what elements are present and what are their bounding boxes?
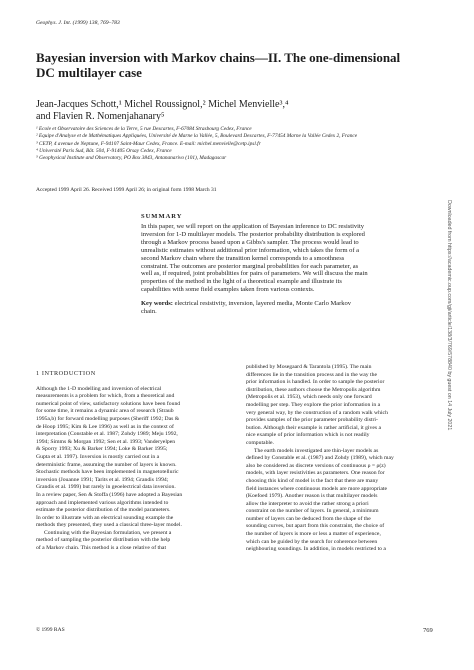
affiliation: ³ CETP, 4 avenue de Neptune, F-94107 Saint-Maur Cedex, France. E-mail: michel.menvielle@cetp.ipsl.fr: [36, 140, 261, 147]
title-line: Bayesian inversion with Markov chains—II. The one-dimensional: [36, 50, 401, 65]
text-line: method of sampling the posterior distribution with the help: [36, 537, 171, 544]
text-line: allow the interpreter to avoid the rather strong a priori: [246, 500, 369, 507]
download-note: Downloaded from https://academic.oup.com/gji/article/138/3/769/578840 by guest on 14 July 2021: [446, 200, 452, 431]
text-line: Continuing with the Bayesian formulation, we present a: [44, 529, 172, 536]
text-line: Stochastic methods have been implemented in magnetotelluric: [36, 469, 179, 476]
paragraph: [246, 448, 439, 554]
text-line: (Metropolis et al. 1953), which needs only one forward: [246, 394, 372, 401]
download-watermark: [446, 200, 462, 500]
text-line: of a Markov chain. This method is a close relative of that: [36, 545, 167, 552]
summary-line: second Markov chain where the transition kernel corresponds to a smoothness: [141, 254, 345, 262]
text-line: also be considered as discrete versions of continuous ρ = ρ(z): [246, 462, 386, 469]
text-line: for some time, it remains a dynamic area of research (Straub: [36, 408, 174, 415]
text-line: constraint on the number of layers. In general, a minimum: [246, 508, 379, 515]
text-line: modelling per step. They explore the prior information in a: [246, 401, 381, 408]
text-line: neighbouring soundings. In addition, in models restricted to a: [246, 546, 386, 553]
text-line: choosing this kind of model is the fact that there are many: [246, 477, 379, 484]
affiliation: ⁴ Université Paris Sud, Bât. 504, F-91405 Orsay Cedex, France: [36, 147, 172, 154]
text-line: 1994; Simms & Morgan 1992; Sen et al. 1993; Vanderyelpen: [36, 438, 176, 445]
summary-line: through a Markov process based upon a Gibbs's sampler. The process would lead to: [141, 238, 359, 246]
keywords-line: chain.: [141, 308, 157, 316]
text-line: measurements is a problem for which, from a theoretical and: [36, 393, 175, 400]
affiliation: ¹ Ecole et Observatoire des Sciences de la Terre, 5 rue Descartes, F-67084 Strasbourg Cedex, France: [36, 126, 252, 132]
keywords-line: electrical resistivity, inversion, layered media, Monte Carlo Markov: [174, 300, 352, 308]
text-line: distribution, these authors choose the Metropolis algorithm: [246, 386, 381, 393]
text-line: Grandis et al. 1999) but rarely in geoelectrical data inversion.: [36, 484, 176, 491]
text-line: field instances where continuous models are more appropriate: [246, 485, 388, 492]
summary-line: unrealistic estimates without additional prior information, which takes the form of a: [141, 246, 360, 254]
journal-volume: (1999) 138, 769–783: [72, 20, 120, 26]
text-line: the number of layers is more or less a matter of experience,: [246, 531, 381, 538]
text-line: nice example of prior information which is not readily: [246, 432, 370, 439]
text-line: numerical point of view, satisfactory solutions have been found: [36, 400, 181, 407]
text-line: inversion (Jouanne 1991; Tarits et al. 1994; Grandis 1994;: [36, 476, 169, 483]
text-line: estimate the posterior distribution of the model parameters.: [36, 507, 171, 514]
journal-reference: [36, 20, 120, 26]
text-line: bution. Although their example is rather artificial, it gives a: [246, 424, 382, 431]
title-line: DC multilayer case: [36, 65, 142, 80]
paragraph: [36, 386, 229, 530]
paragraph: [246, 364, 439, 448]
text-line: 1995a,b) for forward modelling purposes (Sheriff 1992; Das &: [36, 415, 180, 422]
text-line: prior information is handled. In order to sample the posterior: [246, 379, 385, 386]
text-line: computable.: [246, 439, 274, 446]
summary-line: capabilities with some field examples taken from various contexts.: [141, 286, 315, 294]
paper-title: [36, 50, 426, 80]
summary-line: In this paper, we will report on the application of Bayesian inference to DC resistivity: [141, 223, 365, 230]
submission-dates: Accepted 1999 April 26. Received 1999 April 26; in original form 1998 March 31: [36, 187, 217, 193]
keywords: [141, 300, 441, 316]
text-line: sounding curves, but apart from this constraint, the choice of: [246, 523, 385, 530]
text-line: & Sporry 1993; Xu & Barker 1994; Loke & Barker 1995;: [36, 446, 168, 453]
paragraph: [36, 530, 229, 553]
journal-name: Geophys. J. Int.: [36, 20, 72, 26]
text-line: Although the 1-D modelling and inversion of electrical: [36, 385, 162, 392]
summary-line: constraint. The outcomes are posterior marginal probabilities for each parameter, as: [141, 262, 359, 270]
text-line: Gupta et al. 1997). Inversion is mostly carried out in a: [36, 453, 160, 460]
section-heading: 1 INTRODUCTION: [36, 370, 96, 377]
affiliations: [36, 126, 426, 162]
author-list: [36, 99, 426, 123]
page-number: 769: [423, 627, 433, 634]
text-line: approach and implemented various algorithms intended to: [36, 499, 169, 506]
text-line: In a review paper, Sen & Stoffa (1996) have adopted a Bayesian: [36, 491, 183, 498]
text-line: defined by Constable et al. (1987) and Zohdy (1989), which may: [246, 455, 394, 462]
text-line: differences lie in the transition process and in the way the: [246, 371, 377, 378]
summary-heading: SUMMARY: [141, 213, 183, 220]
copyright: © 1999 RAS: [36, 627, 65, 633]
author-line: and Flavien R. Nomenjahanary⁵: [36, 111, 165, 122]
text-line: provides samples of the prior parameter probability distri-: [246, 417, 378, 424]
text-line: de Hoop 1995; Kim & Lee 1996) as well as in the context of: [36, 423, 174, 430]
summary-line: properties of the method in the light of a theoretical example and illustrate its: [141, 278, 342, 286]
summary-text: [141, 223, 441, 294]
summary-line: inversion for 1-D multilayer models. The posterior probability distribution is explored: [141, 230, 365, 238]
affiliation: ² Equipe d'Analyse et de Mathématiques Appliquées, Université de Marne la Vallée, 5, Boulevard Descartes, F-77454 Marne la Vallée Cedex 2, France: [36, 133, 358, 140]
text-line: deterministic frame, assuming the number of layers is known.: [36, 461, 177, 468]
text-line: In order to illustrate with an electrical sounding example the: [36, 514, 174, 521]
text-line: The earth models investigated are thin-layer models as: [254, 447, 379, 454]
text-line: very general way, by the construction of a random walk which: [246, 409, 388, 416]
text-line: methods they presented, they used a classical three-layer model.: [36, 522, 182, 529]
text-line: number of layers can be deduced from the shape of the: [246, 515, 371, 522]
left-column: [36, 370, 229, 553]
summary-line: well as, if required, joint probabilities for pairs of parameters. We will discuss the main: [141, 270, 368, 278]
text-line: interpretation (Constable et al. 1987; Zohdy 1989; Meju 1992,: [36, 431, 178, 438]
right-column: [246, 364, 439, 554]
text-line: (Koefoed 1979). Another reason is that multilayer models: [246, 493, 378, 500]
author-line: Jean-Jacques Schott,¹ Michel Roussignol,² Michel Menvielle³,⁴: [36, 99, 289, 110]
affiliation: ⁵ Geophysical Institute and Observatory, PO Box 3843, Antananarivo (101), Madagascar: [36, 155, 227, 162]
summary-section: [141, 213, 441, 316]
text-line: models, with layer resistivities as parameters. One reason for: [246, 470, 385, 477]
text-line: which can be guided by the search for coherence between: [246, 538, 378, 545]
text-line: published by Mosegaard & Tarantola (1995). The main: [246, 364, 372, 370]
keywords-label: Key words:: [141, 300, 173, 308]
